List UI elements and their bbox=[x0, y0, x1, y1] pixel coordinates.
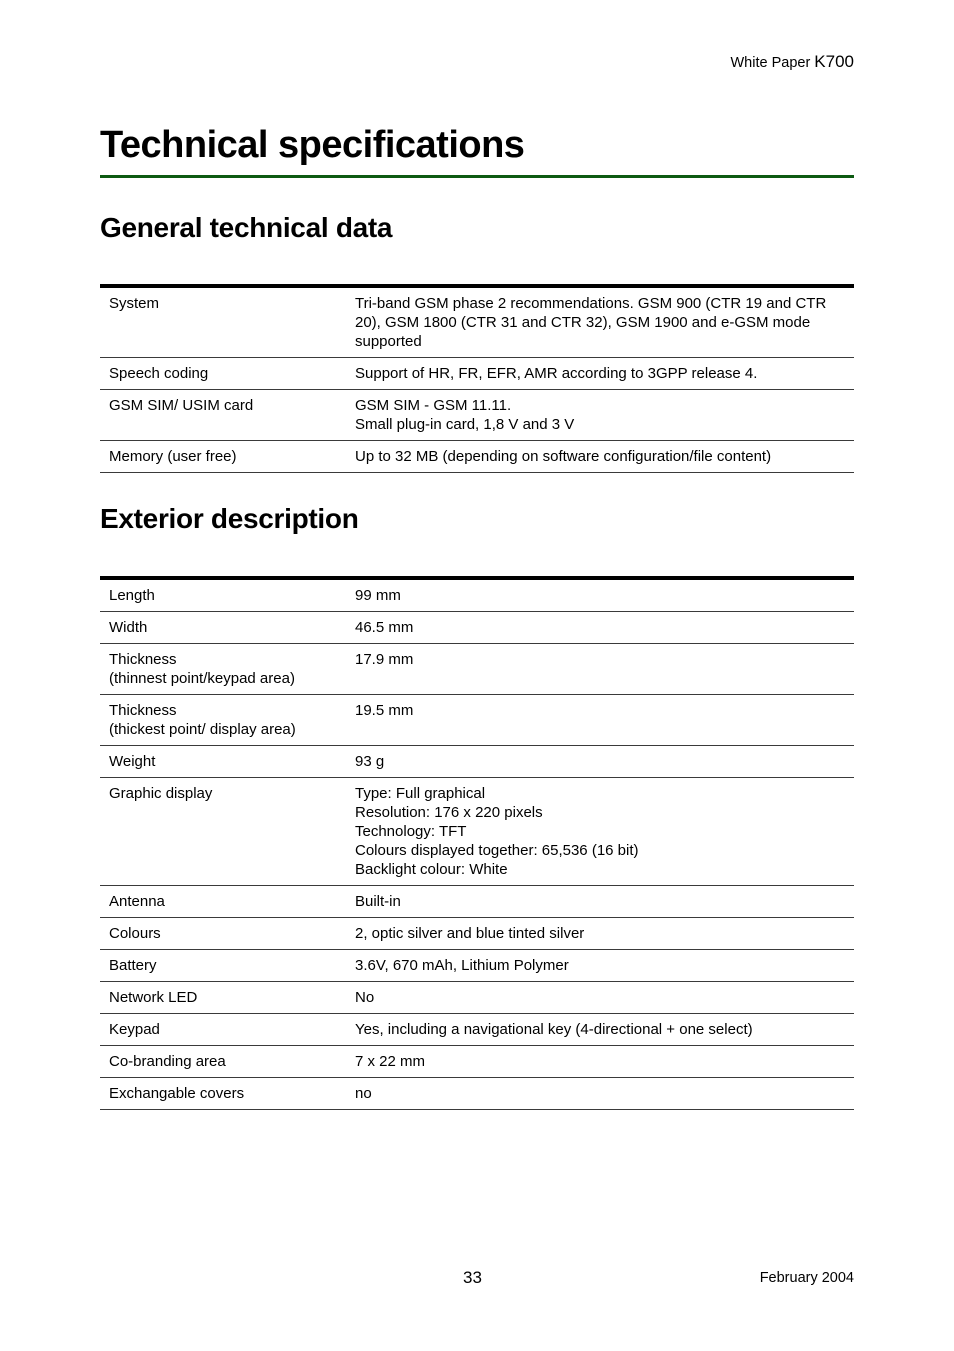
spec-label bbox=[100, 746, 345, 778]
title-rule bbox=[100, 175, 854, 178]
table-row bbox=[100, 1046, 854, 1078]
spec-label-line: Exchangable covers bbox=[109, 1085, 245, 1102]
spec-label-line: Thickness bbox=[109, 651, 177, 668]
table-row bbox=[100, 286, 854, 358]
page-title: Technical specifications bbox=[100, 124, 525, 166]
spec-label bbox=[100, 778, 345, 886]
spec-value-line: Technology: TFT bbox=[355, 823, 467, 840]
spec-value-line: 3.6V, 670 mAh, Lithium Polymer bbox=[355, 957, 569, 974]
spec-label-line: (thickest point/ display area) bbox=[109, 721, 296, 738]
spec-label-line: Width bbox=[109, 619, 148, 636]
spec-value-line: 99 mm bbox=[355, 587, 401, 604]
spec-value bbox=[345, 390, 854, 441]
table-row bbox=[100, 578, 854, 612]
spec-label bbox=[100, 441, 345, 473]
spec-label bbox=[100, 612, 345, 644]
page-header bbox=[731, 52, 855, 72]
spec-value-line: 19.5 mm bbox=[355, 702, 414, 719]
spec-value bbox=[345, 746, 854, 778]
spec-value bbox=[345, 918, 854, 950]
spec-value-line: Colours displayed together: 65,536 (16 bit) bbox=[355, 842, 639, 859]
table-row bbox=[100, 982, 854, 1014]
spec-value bbox=[345, 1078, 854, 1110]
spec-label-line: Length bbox=[109, 587, 155, 604]
spec-value-line: Support of HR, FR, EFR, AMR according to 3GPP release 4. bbox=[355, 365, 758, 382]
table-row bbox=[100, 918, 854, 950]
spec-label bbox=[100, 886, 345, 918]
spec-value-line: GSM SIM - GSM 11.11. bbox=[355, 397, 512, 414]
table-row bbox=[100, 950, 854, 982]
spec-value-line: 17.9 mm bbox=[355, 651, 414, 668]
table-row bbox=[100, 390, 854, 441]
spec-label bbox=[100, 644, 345, 695]
table-row bbox=[100, 612, 854, 644]
spec-value bbox=[345, 441, 854, 473]
spec-value bbox=[345, 982, 854, 1014]
spec-label bbox=[100, 390, 345, 441]
spec-label-line: Keypad bbox=[109, 1021, 160, 1038]
page-number: 33 bbox=[463, 1268, 482, 1287]
spec-label bbox=[100, 1046, 345, 1078]
spec-label bbox=[100, 982, 345, 1014]
exterior-description-table bbox=[100, 576, 854, 1110]
spec-label-line: Colours bbox=[109, 925, 161, 942]
spec-label bbox=[100, 918, 345, 950]
spec-value-line: Type: Full graphical bbox=[355, 785, 486, 802]
spec-label bbox=[100, 950, 345, 982]
spec-label-line: Battery bbox=[109, 957, 157, 974]
table-row bbox=[100, 886, 854, 918]
spec-value bbox=[345, 695, 854, 746]
spec-value-line: no bbox=[355, 1085, 372, 1102]
spec-label bbox=[100, 1014, 345, 1046]
table-row bbox=[100, 1014, 854, 1046]
spec-value bbox=[345, 1046, 854, 1078]
spec-value bbox=[345, 286, 854, 358]
spec-value bbox=[345, 778, 854, 886]
spec-label-line: GSM SIM/ USIM card bbox=[109, 397, 254, 414]
table-row bbox=[100, 695, 854, 746]
spec-value bbox=[345, 358, 854, 390]
spec-value-line: Resolution: 176 x 220 pixels bbox=[355, 804, 543, 821]
spec-label-line: Memory (user free) bbox=[109, 448, 237, 465]
spec-label-line: Weight bbox=[109, 753, 156, 770]
spec-label bbox=[100, 1078, 345, 1110]
spec-label-line: Thickness bbox=[109, 702, 177, 719]
spec-value-line: Backlight colour: White bbox=[355, 861, 508, 878]
spec-value bbox=[345, 950, 854, 982]
spec-label-line: Network LED bbox=[109, 989, 198, 1006]
table-row bbox=[100, 746, 854, 778]
spec-value bbox=[345, 612, 854, 644]
spec-value-line: 46.5 mm bbox=[355, 619, 414, 636]
spec-label-line: Graphic display bbox=[109, 785, 213, 802]
spec-value bbox=[345, 644, 854, 695]
table-row bbox=[100, 778, 854, 886]
spec-value-line: 93 g bbox=[355, 753, 385, 770]
spec-value-line: Up to 32 MB (depending on software configuration/file content) bbox=[355, 448, 772, 465]
spec-value-line: 7 x 22 mm bbox=[355, 1053, 426, 1070]
spec-label-line: Co-branding area bbox=[109, 1053, 226, 1070]
spec-label bbox=[100, 286, 345, 358]
spec-label-line: Speech coding bbox=[109, 365, 209, 382]
spec-label-line: Antenna bbox=[109, 893, 165, 910]
spec-value-line: Small plug-in card, 1,8 V and 3 V bbox=[355, 416, 575, 433]
spec-value bbox=[345, 1014, 854, 1046]
general-technical-data-table bbox=[100, 284, 854, 473]
header-model: K700 bbox=[814, 52, 854, 71]
footer-date: February 2004 bbox=[759, 1270, 854, 1286]
section-heading-general: General technical data bbox=[100, 212, 393, 243]
spec-label bbox=[100, 578, 345, 612]
spec-value-line: Built-in bbox=[355, 893, 401, 910]
table-row bbox=[100, 1078, 854, 1110]
spec-label bbox=[100, 358, 345, 390]
spec-value-line: Yes, including a navigational key (4-directional + one select) bbox=[355, 1021, 753, 1038]
spec-label-line: System bbox=[109, 295, 160, 312]
section-heading-exterior: Exterior description bbox=[100, 503, 359, 534]
table-row bbox=[100, 441, 854, 473]
spec-label-line: (thinnest point/keypad area) bbox=[109, 670, 295, 687]
table-row bbox=[100, 644, 854, 695]
spec-value-line: No bbox=[355, 989, 375, 1006]
spec-value-line: 2, optic silver and blue tinted silver bbox=[355, 925, 585, 942]
spec-value-line: Tri-band GSM phase 2 recommendations. GSM 900 (CTR 19 and CTR 20), GSM 1800 (CTR 31 and CTR 32), GSM 1900 and e-GSM mode supported bbox=[355, 295, 827, 350]
spec-value bbox=[345, 578, 854, 612]
table-row bbox=[100, 358, 854, 390]
header-doc-type: White Paper bbox=[730, 55, 811, 71]
spec-value bbox=[345, 886, 854, 918]
spec-label bbox=[100, 695, 345, 746]
